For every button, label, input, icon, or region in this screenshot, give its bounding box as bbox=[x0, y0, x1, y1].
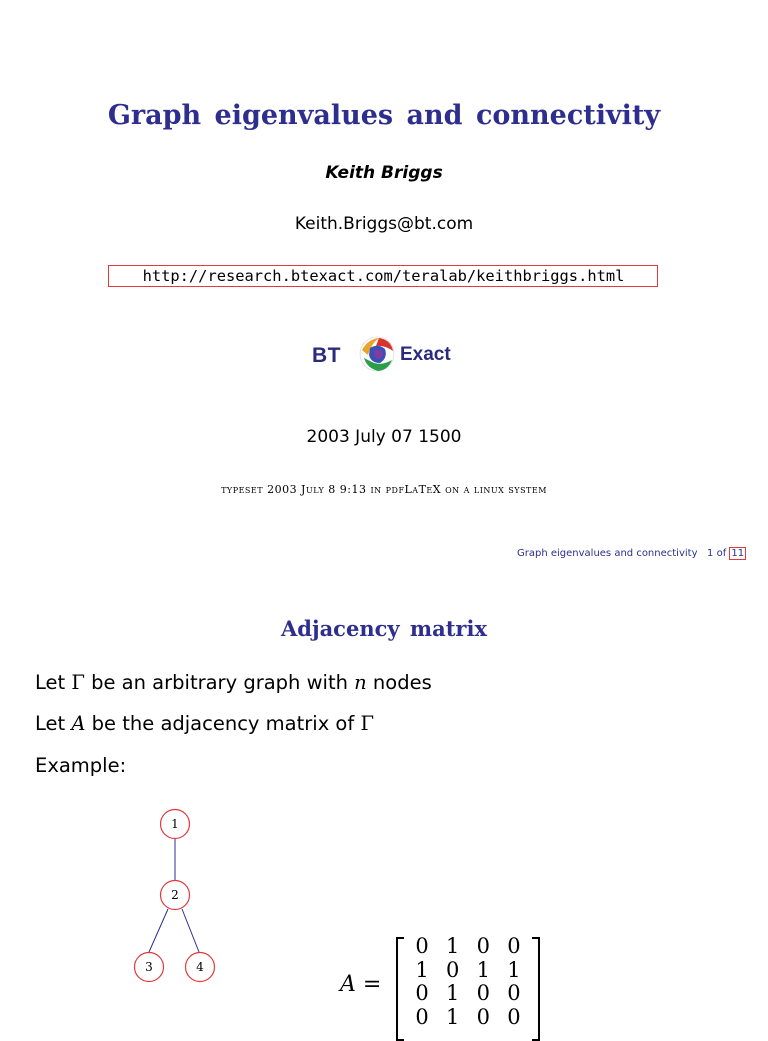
line1-part-b: be an arbitrary graph with bbox=[84, 671, 355, 694]
left-bracket bbox=[396, 937, 404, 1041]
matrix-row bbox=[406, 935, 530, 959]
matrix-cell: 1 bbox=[445, 934, 460, 958]
gamma-symbol-2: Γ bbox=[360, 712, 374, 735]
matrix-cell: 1 bbox=[476, 957, 490, 982]
presentation-date: 2003 July 07 1500 bbox=[306, 427, 462, 447]
text-line-2 bbox=[35, 712, 374, 735]
bt-globe-icon bbox=[358, 334, 396, 374]
presentation-title: Graph eigenvalues and connectivity bbox=[107, 100, 661, 131]
slide-footer bbox=[517, 548, 746, 559]
matrix-symbol-a: A bbox=[340, 972, 356, 997]
matrix-cell: 0 bbox=[476, 1004, 490, 1029]
footer-page-prefix: 1 of bbox=[707, 548, 727, 559]
equals-sign: = bbox=[362, 972, 382, 997]
matrix-body bbox=[406, 935, 530, 1029]
matrix-cell: 1 bbox=[445, 1004, 460, 1029]
matrix-row bbox=[406, 1006, 530, 1030]
homepage-link[interactable]: http://research.btexact.com/teralab/keithbriggs.html bbox=[108, 265, 658, 287]
bt-exact-logo bbox=[312, 333, 462, 375]
logo-exact-text: Exact bbox=[400, 344, 451, 365]
line2-part-b: be the adjacency matrix of bbox=[85, 712, 361, 735]
matrix-cell: 0 bbox=[507, 1004, 521, 1029]
line2-part-a: Let bbox=[35, 712, 72, 735]
line1-part-c: nodes bbox=[366, 671, 432, 694]
matrix-cell: 0 bbox=[476, 981, 490, 1005]
matrix-cell: 0 bbox=[415, 1004, 429, 1029]
graph-edge bbox=[182, 909, 199, 952]
author-name: Keith Briggs bbox=[325, 163, 443, 183]
node-label-2: 2 bbox=[171, 888, 179, 902]
variable-a: A bbox=[71, 712, 86, 735]
matrix-row bbox=[406, 982, 530, 1006]
matrix-cell: 0 bbox=[476, 934, 490, 958]
matrix-cell: 1 bbox=[415, 957, 429, 982]
logo-bt-text: BT bbox=[312, 344, 341, 367]
variable-n: n bbox=[354, 671, 367, 694]
example-graph bbox=[120, 800, 260, 1000]
matrix-row bbox=[406, 959, 530, 983]
typeset-note: typeset 2003 July 8 9:13 in pdfLaTeX on a linux system bbox=[221, 483, 547, 496]
slide-heading: Adjacency matrix bbox=[281, 616, 487, 641]
author-email: Keith.Briggs@bt.com bbox=[294, 214, 474, 234]
footer-title[interactable]: Graph eigenvalues and connectivity bbox=[517, 548, 698, 559]
matrix-cell: 1 bbox=[507, 957, 521, 982]
text-line-1 bbox=[35, 671, 432, 694]
gamma-symbol: Γ bbox=[71, 671, 85, 694]
text-line-3: Example: bbox=[35, 754, 127, 777]
matrix-cell: 0 bbox=[507, 934, 521, 958]
line1-part-a: Let bbox=[35, 671, 72, 694]
node-label-3: 3 bbox=[145, 960, 153, 974]
graph-edge bbox=[149, 909, 168, 952]
matrix-cell: 0 bbox=[415, 981, 429, 1005]
adjacency-matrix bbox=[340, 932, 560, 1032]
matrix-lhs bbox=[340, 972, 381, 997]
node-label-1: 1 bbox=[171, 817, 179, 831]
matrix-cell: 1 bbox=[445, 981, 460, 1005]
right-bracket bbox=[532, 937, 540, 1041]
matrix-cell: 0 bbox=[415, 934, 429, 958]
matrix-cell: 0 bbox=[507, 981, 521, 1005]
node-label-4: 4 bbox=[196, 960, 204, 974]
matrix-cell: 0 bbox=[445, 957, 460, 982]
footer-total-pages-link[interactable]: 11 bbox=[731, 548, 745, 559]
